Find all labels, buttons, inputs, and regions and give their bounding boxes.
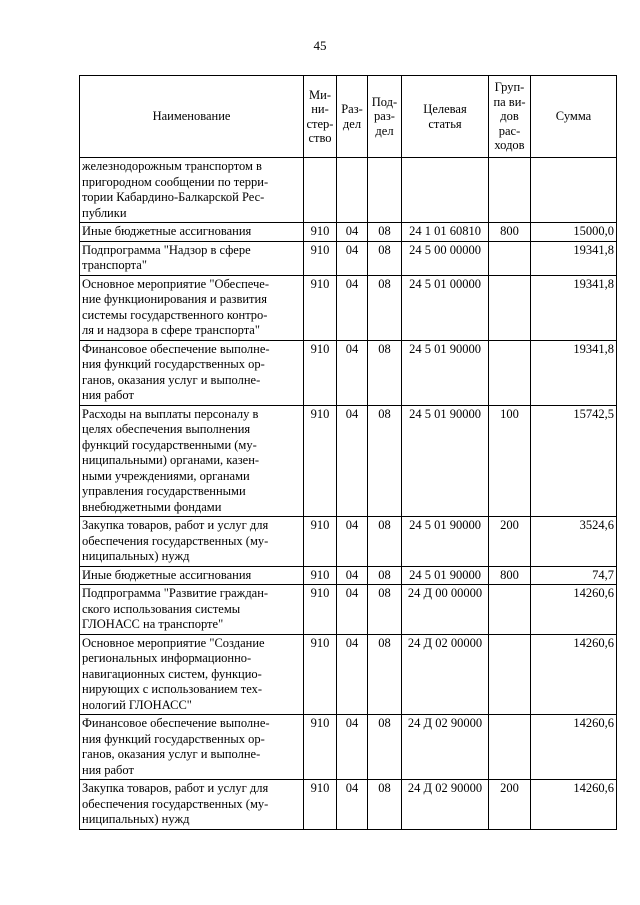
name-cell: Закупка товаров, работ и услуг для обеспечения государственных (му- ниципальных) нужд	[80, 780, 304, 830]
target-cell: 24 5 01 90000	[402, 405, 489, 517]
ministry-cell: 910	[304, 634, 337, 715]
target-cell: 24 5 01 90000	[402, 517, 489, 567]
subsection-cell: 08	[368, 585, 402, 635]
page-number: 45	[313, 38, 327, 53]
subsection-cell: 08	[368, 780, 402, 830]
amount-cell: 14260,6	[531, 634, 617, 715]
table-row	[80, 223, 617, 242]
name-cell: Закупка товаров, работ и услуг для обеспечения государственных (му- ниципальных) нужд	[80, 517, 304, 567]
section-cell: 04	[337, 340, 368, 405]
subsection-cell: 08	[368, 340, 402, 405]
target-cell: 24 Д 02 90000	[402, 780, 489, 830]
name-cell: Подпрограмма "Развитие граждан- ского использования системы ГЛОНАСС на транспорте"	[80, 585, 304, 635]
name-cell: Финансовое обеспечение выполне- ния функций государственных ор- ганов, оказания услуг и выполне- ния работ	[80, 340, 304, 405]
table-row	[80, 517, 617, 567]
subsection-cell	[368, 158, 402, 223]
ministry-cell: 910	[304, 405, 337, 517]
header-target: Целевая статья	[402, 76, 489, 158]
header-section: Раз- дел	[337, 76, 368, 158]
table-row	[80, 715, 617, 780]
target-cell: 24 Д 02 90000	[402, 715, 489, 780]
ministry-cell: 910	[304, 275, 337, 340]
expense-group-cell: 200	[489, 517, 531, 567]
subsection-cell: 08	[368, 715, 402, 780]
subsection-cell: 08	[368, 275, 402, 340]
budget-table	[79, 75, 617, 830]
name-cell: железнодорожным транспортом в пригородном сообщении по терри- тории Кабардино-Балкарской Рес- публики	[80, 158, 304, 223]
target-cell: 24 Д 02 00000	[402, 634, 489, 715]
expense-group-cell: 800	[489, 566, 531, 585]
section-cell: 04	[337, 566, 368, 585]
expense-group-cell	[489, 158, 531, 223]
name-cell: Иные бюджетные ассигнования	[80, 566, 304, 585]
section-cell: 04	[337, 241, 368, 275]
header-amount: Сумма	[531, 76, 617, 158]
amount-cell	[531, 158, 617, 223]
subsection-cell: 08	[368, 634, 402, 715]
section-cell: 04	[337, 275, 368, 340]
ministry-cell: 910	[304, 241, 337, 275]
header-subsection: Под- раз- дел	[368, 76, 402, 158]
name-cell: Основное мероприятие "Создание региональных информационно- навигационных систем, функцио- нирующих с использованием тех- нологий ГЛОНАСС"	[80, 634, 304, 715]
section-cell: 04	[337, 223, 368, 242]
section-cell: 04	[337, 715, 368, 780]
ministry-cell: 910	[304, 223, 337, 242]
target-cell: 24 Д 00 00000	[402, 585, 489, 635]
table-row	[80, 158, 617, 223]
amount-cell: 19341,8	[531, 275, 617, 340]
target-cell: 24 5 00 00000	[402, 241, 489, 275]
expense-group-cell	[489, 241, 531, 275]
section-cell: 04	[337, 634, 368, 715]
expense-group-cell: 800	[489, 223, 531, 242]
subsection-cell: 08	[368, 241, 402, 275]
ministry-cell: 910	[304, 517, 337, 567]
header-ministry: Ми- ни- стер- ство	[304, 76, 337, 158]
section-cell: 04	[337, 780, 368, 830]
amount-cell: 74,7	[531, 566, 617, 585]
expense-group-cell	[489, 715, 531, 780]
amount-cell: 15000,0	[531, 223, 617, 242]
amount-cell: 19341,8	[531, 340, 617, 405]
amount-cell: 14260,6	[531, 780, 617, 830]
table-header-row	[80, 76, 617, 158]
target-cell: 24 5 01 00000	[402, 275, 489, 340]
ministry-cell: 910	[304, 585, 337, 635]
section-cell	[337, 158, 368, 223]
amount-cell: 14260,6	[531, 715, 617, 780]
amount-cell: 15742,5	[531, 405, 617, 517]
expense-group-cell	[489, 275, 531, 340]
ministry-cell	[304, 158, 337, 223]
ministry-cell: 910	[304, 715, 337, 780]
section-cell: 04	[337, 405, 368, 517]
target-cell: 24 5 01 90000	[402, 340, 489, 405]
table-body	[80, 158, 617, 830]
header-expense-group: Груп- па ви- дов рас- ходов	[489, 76, 531, 158]
expense-group-cell: 200	[489, 780, 531, 830]
section-cell: 04	[337, 585, 368, 635]
subsection-cell: 08	[368, 405, 402, 517]
amount-cell: 19341,8	[531, 241, 617, 275]
subsection-cell: 08	[368, 566, 402, 585]
amount-cell: 3524,6	[531, 517, 617, 567]
name-cell: Расходы на выплаты персоналу в целях обеспечения выполнения функций государственными (му- ниципальными) органами, казен- ными учреждениями, органами управления государственными внебюджетными фондами	[80, 405, 304, 517]
table-row	[80, 275, 617, 340]
name-cell: Финансовое обеспечение выполне- ния функций государственных ор- ганов, оказания услуг и выполне- ния работ	[80, 715, 304, 780]
subsection-cell: 08	[368, 223, 402, 242]
expense-group-cell: 100	[489, 405, 531, 517]
target-cell: 24 1 01 60810	[402, 223, 489, 242]
name-cell: Иные бюджетные ассигнования	[80, 223, 304, 242]
ministry-cell: 910	[304, 566, 337, 585]
subsection-cell: 08	[368, 517, 402, 567]
expense-group-cell	[489, 634, 531, 715]
target-cell: 24 5 01 90000	[402, 566, 489, 585]
table-row	[80, 780, 617, 830]
expense-group-cell	[489, 340, 531, 405]
table-row	[80, 405, 617, 517]
section-cell: 04	[337, 517, 368, 567]
expense-group-cell	[489, 585, 531, 635]
amount-cell: 14260,6	[531, 585, 617, 635]
ministry-cell: 910	[304, 780, 337, 830]
table-row	[80, 634, 617, 715]
table-row	[80, 340, 617, 405]
table-row	[80, 566, 617, 585]
name-cell: Основное мероприятие "Обеспече- ние функционирования и развития системы государственного контро- ля и надзора в сфере транспорта"	[80, 275, 304, 340]
table-row	[80, 585, 617, 635]
table-row	[80, 241, 617, 275]
header-name: Наименование	[80, 76, 304, 158]
name-cell: Подпрограмма "Надзор в сфере транспорта"	[80, 241, 304, 275]
target-cell	[402, 158, 489, 223]
ministry-cell: 910	[304, 340, 337, 405]
